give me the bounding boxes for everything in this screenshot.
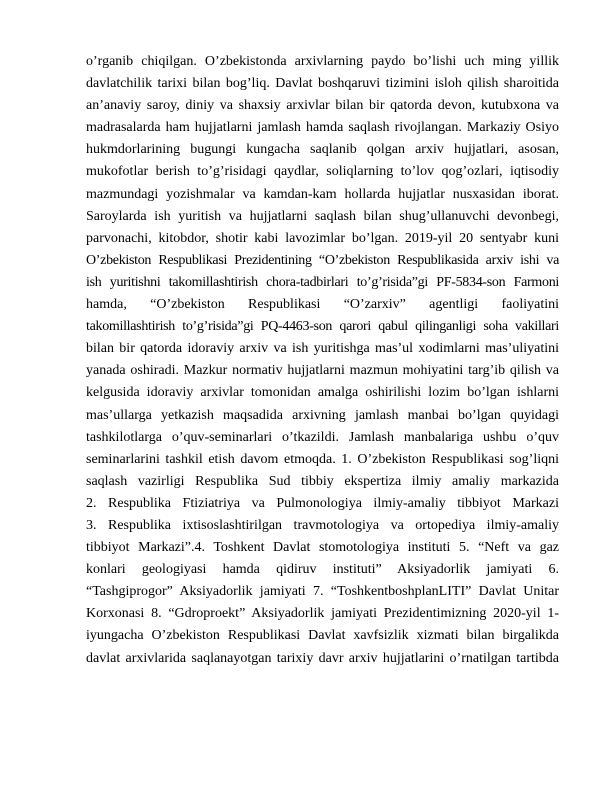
text-line: saqlash vazirligi Respublika Sud tibbiy ekspertiza ilmiy amaliy markazida: [86, 473, 559, 489]
text-line: tibbiyot Markazi”.4. Toshkent Davlat stomotologiya instituti 5. “Neft va gaz: [86, 540, 559, 556]
text-line: mas’ullarga yetkazish maqsadida arxivning jamlash manbai bo’lgan quyidagi: [86, 407, 559, 423]
text-line: “Tashgiprogor” Aksiyadorlik jamiyati 7. “ToshkentboshplanLITI” Davlat Unitar: [86, 584, 559, 600]
body-text: [86, 51, 559, 670]
text-line: ish yuritishni takomillashtirish chora-tadbirlari to’g’risida”gi PF-5834-son Farmoni: [86, 274, 559, 290]
text-line: madrasalarda ham hujjatlarni jamlash hamda saqlash rivojlangan. Markaziy Osiyo: [86, 120, 559, 136]
text-line: 3. Respublika ixtisoslashtirilgan travmotologiya va ortopediya ilmiy-amaliy: [86, 517, 559, 533]
text-line: yanada oshiradi. Mazkur normativ hujjatlarni mazmun mohiyatini targ’ib qilish va: [86, 363, 559, 379]
text-line: Saroylarda ish yuritish va hujjatlarni saqlash bilan shug’ullanuvchi devonbegi,: [86, 208, 559, 224]
text-line: O’zbekiston Respublikasi Prezidentining “O’zbekiston Respublikasida arxiv ishi va: [86, 252, 559, 268]
text-line: konlari geologiyasi hamda qidiruv instituti” Aksiyadorlik jamiyati 6.: [86, 562, 559, 578]
text-line: seminarlarini tashkil etish davom etmoqda. 1. O’zbekiston Respublikasi sog’liqni: [86, 451, 559, 467]
text-line: mukofotlar berish to’g’risidagi qaydlar, soliqlarning to’lov qog’ozlari, iqtisodiy: [86, 164, 559, 180]
text-line: davlatchilik tarixi bilan bog’liq. Davlat boshqaruvi tizimini isloh qilish sharoitida: [86, 76, 559, 92]
text-line: davlat arxivlarida saqlanayotgan tarixiy davr arxiv hujjatlarini o’rnatilgan tartibda: [86, 650, 559, 666]
text-line: tashkilotlarga o’quv-seminarlari o’tkazildi. Jamlash manbalariga ushbu o’quv: [86, 429, 559, 445]
text-line: an’anaviy saroy, diniy va shaxsiy arxivlar bilan bir qatorda devon, kutubxona va: [86, 98, 559, 114]
text-line: hukmdorlarining bugungi kungacha saqlanib qolgan arxiv hujjatlari, asosan,: [86, 142, 559, 158]
text-line: Korxonasi 8. “Gdroproekt” Aksiyadorlik jamiyati Prezidentimizning 2020-yil 1-: [86, 606, 559, 622]
text-line: parvonachi, kitobdor, shotir kabi lavozimlar bo’lgan. 2019-yil 20 sentyabr kuni: [86, 230, 559, 246]
text-line: 2. Respublika Ftiziatriya va Pulmonologiya ilmiy-amaliy tibbiyot Markazi: [86, 495, 559, 511]
text-line: bilan bir qatorda idoraviy arxiv va ish yuritishga mas’ul xodimlarni mas’uliyatini: [86, 341, 559, 357]
text-line: o’rganib chiqilgan. O’zbekistonda arxivlarning paydo bo’lishi uch ming yillik: [86, 54, 559, 69]
text-line: kelgusida idoraviy arxivlar tomonidan amalga oshirilishi lozim bo’lgan ishlarni: [86, 385, 559, 401]
text-line: takomillashtirish to’g’risida”gi PQ-4463-son qarori qabul qilinganligi soha vakillari: [86, 319, 559, 335]
text-line: mazmundagi yozishmalar va kamdan-kam hollarda hujjatlar nusxasidan iborat.: [86, 186, 559, 202]
text-line: hamda, “O’zbekiston Respublikasi “O’zarxiv” agentligi faoliyatini: [86, 297, 559, 313]
text-line: iyungacha O’zbekiston Respublikasi Davlat xavfsizlik xizmati bilan birgalikda: [86, 628, 559, 644]
